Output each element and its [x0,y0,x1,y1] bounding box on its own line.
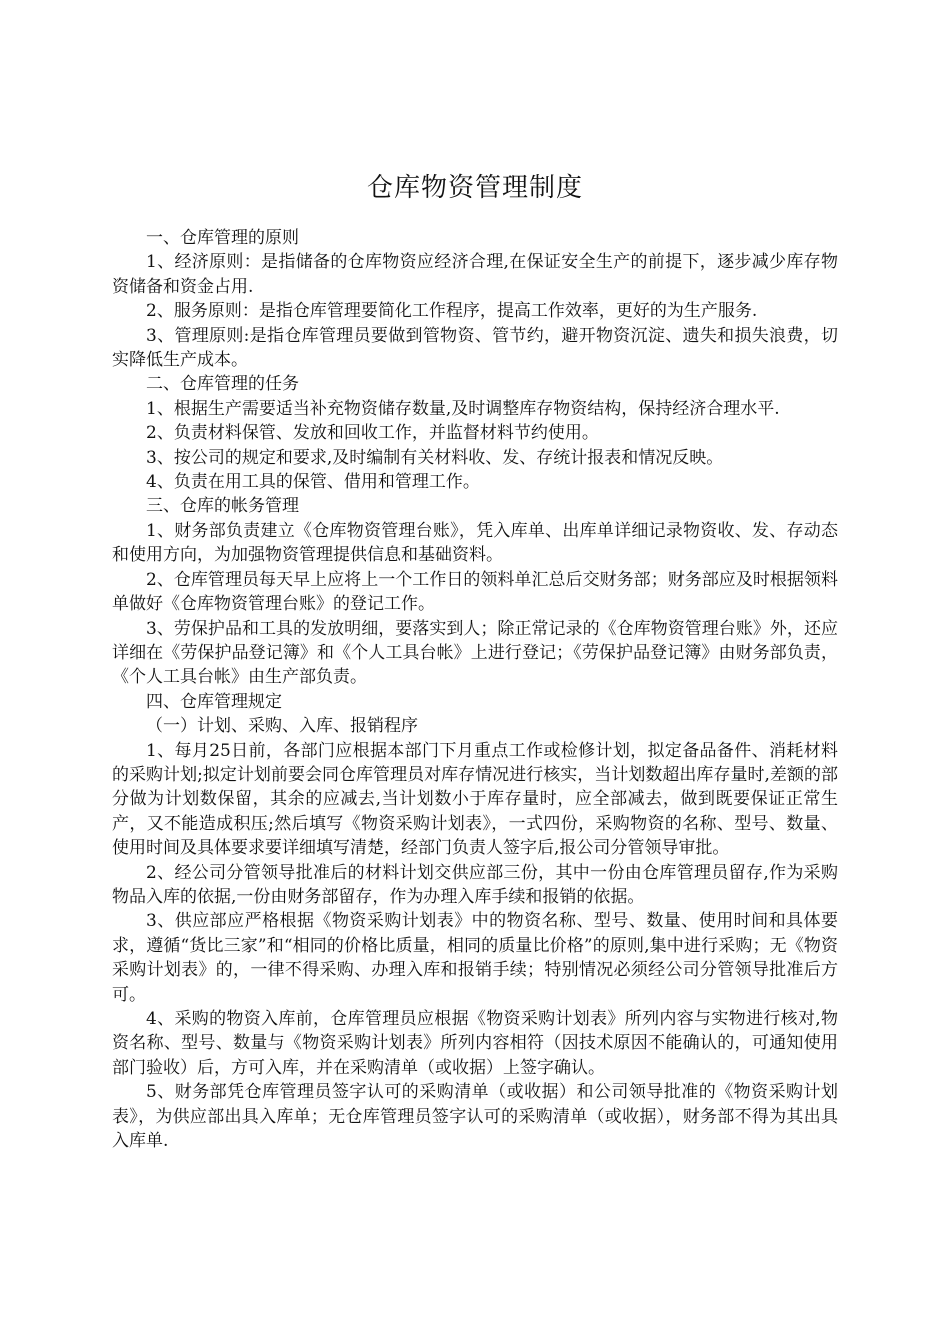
paragraph: 3、按公司的规定和要求,及时编制有关材料收、发、存统计报表和情况反映。 [146,447,724,468]
subsection-heading: （一）计划、采购、入库、报销程序 [146,716,418,737]
section-heading-1: 一、仓库管理的原则 [146,228,299,248]
paragraph: 1、财务部负责建立《仓库物资管理台账》，凭入库单、出库单详细记录物资收、发、存动态和使用方向，为加强物资管理提供信息和基础资料。 [112,520,838,566]
paragraph: 2、负责材料保管、发放和回收工作，并监督材料节约使用。 [146,423,599,444]
paragraph: 2、仓库管理员每天早上应将上一个工作日的领料单汇总后交财务部；财务部应及时根据领料单做好《仓库物资管理台账》的登记工作。 [112,569,838,615]
section-heading-3: 三、仓库的帐务管理 [146,496,299,517]
paragraph: 1、经济原则：是指储备的仓库物资应经济合理,在保证安全生产的前提下，逐步减少库存物资储备和资金占用. [112,252,838,297]
section-heading-2: 二、仓库管理的任务 [146,374,299,395]
paragraph: 3、劳保护品和工具的发放明细，要落实到人；除正常记录的《仓库物资管理台账》外，还应详细在《劳保护品登记簿》和《个人工具台帐》上进行登记；《劳保护品登记簿》由财务部负责，《个人工具台帐》由生产部负责。 [112,618,838,688]
section-heading-4: 四、仓库管理规定 [146,691,282,712]
document-page [112,170,838,1153]
paragraph: 5、财务部凭仓库管理员签字认可的采购清单（或收据）和公司领导批准的《物资采购计划表》，为供应部出具入库单；无仓库管理员签字认可的采购清单（或收据），财务部不得为其出具入库单. [112,1082,838,1152]
document-title: 仓库物资管理制度 [366,173,583,203]
paragraph: 3、供应部应严格根据《物资采购计划表》中的物资名称、型号、数量、使用时间和具体要求，遵循“货比三家”和“相同的价格比质量，相同的质量比价格”的原则,集中进行采购；无《物资采购计划表》的，一律不得采购、办理入库和报销手续；特别情况必须经公司分管领导批准后方可。 [112,911,838,1005]
paragraph: 1、根据生产需要适当补充物资储存数量,及时调整库存物资结构，保持经济合理水平. [146,398,780,419]
paragraph: 3、管理原则:是指仓库管理员要做到管物资、管节约，避开物资沉淀、遗失和损失浪费，切实降低生产成本。 [112,325,838,371]
paragraph: 4、负责在用工具的保管、借用和管理工作。 [146,472,480,493]
paragraph: 2、经公司分管领导批准后的材料计划交供应部三份，其中一份由仓库管理员留存,作为采购物品入库的依据,一份由财务部留存，作为办理入库手续和报销的依据。 [112,862,838,907]
paragraph: 1、每月25日前，各部门应根据本部门下月重点工作或检修计划，拟定备品备件、消耗材料的采购计划;拟定计划前要会同仓库管理员对库存情况进行核实，当计划数超出库存量时,差额的部分做为计划数保留，其余的应减去,当计划数小于库存量时，应全部减去，做到既要保证正常生产，又不能造成积压;然后填写《物资采购计划表》，一式四份，采购物资的名称、型号、数量、使用时间及具体要求要详细填写清楚，经部门负责人签字后,报公司分管领导审批。 [112,740,838,859]
paragraph: 4、采购的物资入库前，仓库管理员应根据《物资采购计划表》所列内容与实物进行核对,物资名称、型号、数量与《物资采购计划表》所列内容相符（因技术原因不能确认的，可通知使用部门验收）后，方可入库，并在采购清单（或收据）上签字确认。 [112,1009,838,1078]
paragraph: 2、服务原则：是指仓库管理要简化工作程序，提高工作效率，更好的为生产服务. [146,301,758,322]
